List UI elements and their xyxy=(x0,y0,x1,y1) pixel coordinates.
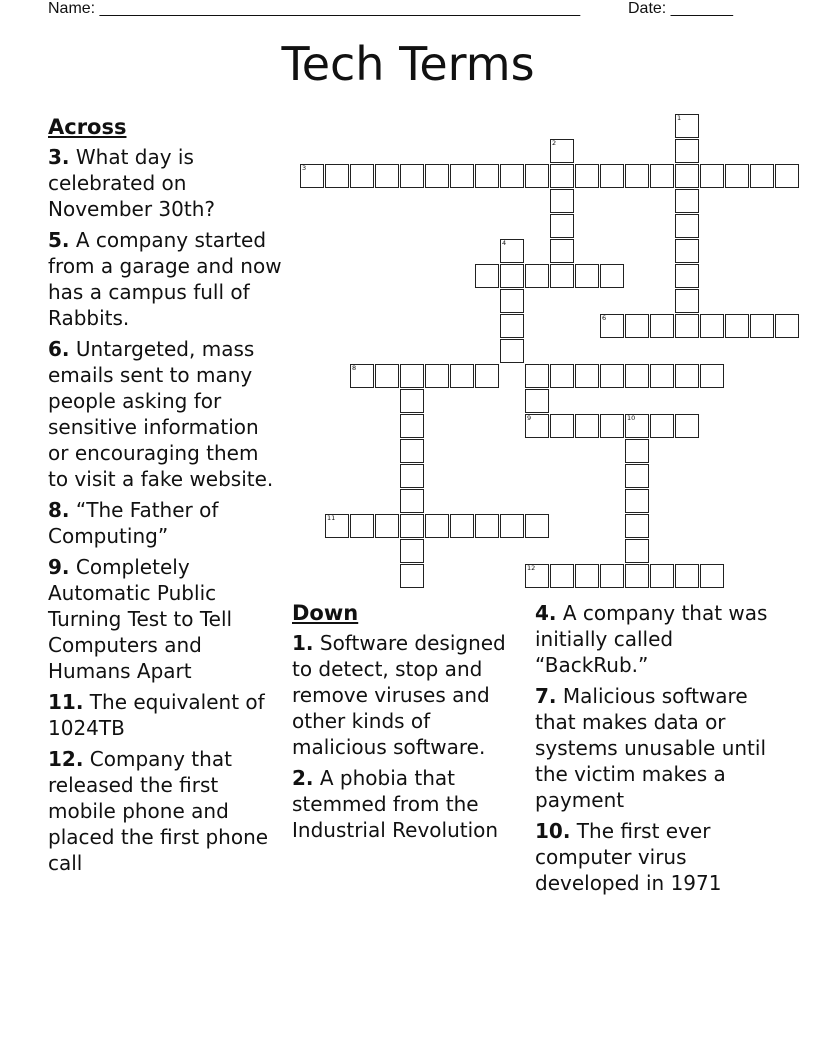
cell-number: 2 xyxy=(552,139,557,147)
grid-cell[interactable] xyxy=(625,489,649,513)
grid-cell[interactable] xyxy=(675,114,699,138)
cell-number: 8 xyxy=(352,364,357,372)
grid-cell[interactable] xyxy=(525,364,549,388)
cell-number: 1 xyxy=(677,114,682,122)
grid-cell[interactable] xyxy=(675,414,699,438)
grid-cell[interactable] xyxy=(500,339,524,363)
grid-cell[interactable] xyxy=(700,564,724,588)
cell-number: 11 xyxy=(327,514,336,522)
grid-cell[interactable] xyxy=(700,364,724,388)
grid-cell[interactable] xyxy=(675,239,699,263)
grid-cell[interactable] xyxy=(700,164,724,188)
grid-cell[interactable] xyxy=(575,164,599,188)
grid-cell[interactable] xyxy=(725,314,749,338)
grid-cell[interactable] xyxy=(625,439,649,463)
clue-number: 1. xyxy=(292,631,314,655)
grid-cell[interactable] xyxy=(375,164,399,188)
grid-cell[interactable] xyxy=(500,264,524,288)
clue-across-1 xyxy=(48,227,284,331)
across-heading: Across xyxy=(48,115,127,139)
down-heading: Down xyxy=(292,601,359,625)
grid-cell[interactable] xyxy=(625,464,649,488)
grid-cell[interactable] xyxy=(400,414,424,438)
grid-cell[interactable] xyxy=(475,514,499,538)
clue-across-0 xyxy=(48,144,284,222)
grid-cell[interactable] xyxy=(725,164,749,188)
clue-text: A company started from a garage and now has a campus full of Rabbits. xyxy=(48,228,282,330)
grid-cell[interactable] xyxy=(400,464,424,488)
clue-number: 2. xyxy=(292,766,314,790)
grid-cell[interactable] xyxy=(775,314,799,338)
grid-cell[interactable] xyxy=(575,364,599,388)
clue-number: 11. xyxy=(48,690,84,714)
clue-down-3 xyxy=(535,683,771,813)
clue-text: What day is celebrated on November 30th? xyxy=(48,145,215,221)
grid-cell[interactable] xyxy=(625,564,649,588)
clue-down-0 xyxy=(292,630,528,760)
grid-cell[interactable] xyxy=(600,564,624,588)
grid-cell[interactable] xyxy=(400,439,424,463)
grid-cell[interactable] xyxy=(600,164,624,188)
clue-across-4 xyxy=(48,554,284,684)
grid-cell[interactable] xyxy=(400,389,424,413)
grid-cell[interactable] xyxy=(500,239,524,263)
grid-cell[interactable] xyxy=(450,364,474,388)
grid-cell[interactable] xyxy=(600,364,624,388)
grid-cell[interactable] xyxy=(350,364,374,388)
grid-cell[interactable] xyxy=(575,264,599,288)
grid-cell[interactable] xyxy=(350,514,374,538)
grid-cell[interactable] xyxy=(600,414,624,438)
clue-across-3 xyxy=(48,497,284,549)
grid-cell[interactable] xyxy=(650,164,674,188)
clue-text: A phobia that stemmed from the Industrial Revolution xyxy=(292,766,499,842)
grid-cell[interactable] xyxy=(400,489,424,513)
grid-cell[interactable] xyxy=(650,364,674,388)
grid-cell[interactable] xyxy=(525,264,549,288)
grid-cell[interactable] xyxy=(600,314,624,338)
grid-cell[interactable] xyxy=(675,189,699,213)
grid-cell[interactable] xyxy=(675,314,699,338)
puzzle-title: Tech Terms xyxy=(281,37,535,91)
grid-cell[interactable] xyxy=(500,289,524,313)
clue-text: Software designed to detect, stop and remove viruses and other kinds of malicious software. xyxy=(292,631,506,759)
grid-cell[interactable] xyxy=(425,514,449,538)
clue-across-5 xyxy=(48,689,284,741)
clue-number: 5. xyxy=(48,228,70,252)
grid-cell[interactable] xyxy=(525,389,549,413)
clue-text: Malicious software that makes data or systems unusable until the victim makes a payment xyxy=(535,684,767,812)
grid-cell[interactable] xyxy=(325,514,349,538)
clue-text: The first ever computer virus developed in 1971 xyxy=(535,819,722,895)
grid-cell[interactable] xyxy=(600,264,624,288)
grid-cell[interactable] xyxy=(675,264,699,288)
grid-cell[interactable] xyxy=(750,314,774,338)
grid-cell[interactable] xyxy=(550,264,574,288)
grid-cell[interactable] xyxy=(375,364,399,388)
grid-cell[interactable] xyxy=(325,164,349,188)
grid-cell[interactable] xyxy=(775,164,799,188)
clue-down-4 xyxy=(535,818,771,896)
grid-cell[interactable] xyxy=(575,564,599,588)
grid-cell[interactable] xyxy=(675,289,699,313)
clue-number: 6. xyxy=(48,337,70,361)
grid-cell[interactable] xyxy=(400,364,424,388)
grid-cell[interactable] xyxy=(525,164,549,188)
grid-cell[interactable] xyxy=(525,414,549,438)
grid-cell[interactable] xyxy=(400,514,424,538)
cell-number: 9 xyxy=(527,414,532,422)
grid-cell[interactable] xyxy=(550,239,574,263)
grid-cell[interactable] xyxy=(625,414,649,438)
name-field-label[interactable]: Name: ______________________________________________________ xyxy=(48,0,581,17)
grid-cell[interactable] xyxy=(625,314,649,338)
clue-number: 12. xyxy=(48,747,84,771)
clue-number: 10. xyxy=(535,819,571,843)
grid-cell[interactable] xyxy=(475,264,499,288)
grid-cell[interactable] xyxy=(550,189,574,213)
grid-cell[interactable] xyxy=(650,564,674,588)
grid-cell[interactable] xyxy=(350,164,374,188)
grid-cell[interactable] xyxy=(650,414,674,438)
grid-cell[interactable] xyxy=(525,564,549,588)
grid-cell[interactable] xyxy=(525,514,549,538)
grid-cell[interactable] xyxy=(675,564,699,588)
cell-number: 10 xyxy=(627,414,636,422)
grid-cell[interactable] xyxy=(425,164,449,188)
clue-number: 8. xyxy=(48,498,70,522)
clue-down-2 xyxy=(535,600,771,678)
grid-cell[interactable] xyxy=(375,514,399,538)
grid-cell[interactable] xyxy=(625,364,649,388)
down-clues-continued xyxy=(535,600,771,901)
date-field-label[interactable]: Date: _______ xyxy=(628,0,733,17)
clue-across-2 xyxy=(48,336,284,492)
grid-cell[interactable] xyxy=(650,314,674,338)
grid-cell[interactable] xyxy=(625,539,649,563)
grid-cell[interactable] xyxy=(675,364,699,388)
cell-number: 6 xyxy=(602,314,607,322)
down-clues xyxy=(292,600,528,848)
clue-text: “The Father of Computing” xyxy=(48,498,219,548)
clue-across-6 xyxy=(48,746,284,876)
grid-cell[interactable] xyxy=(550,139,574,163)
clue-text: Completely Automatic Public Turning Test to Tell Computers and Humans Apart xyxy=(48,555,233,683)
grid-cell[interactable] xyxy=(550,564,574,588)
cell-number: 12 xyxy=(527,564,536,572)
grid-cell[interactable] xyxy=(675,164,699,188)
grid-cell[interactable] xyxy=(575,414,599,438)
grid-cell[interactable] xyxy=(500,514,524,538)
clue-down-1 xyxy=(292,765,528,843)
grid-cell[interactable] xyxy=(550,414,574,438)
grid-cell[interactable] xyxy=(475,164,499,188)
grid-cell[interactable] xyxy=(450,164,474,188)
grid-cell[interactable] xyxy=(675,139,699,163)
clue-text: Company that released the first mobile phone and placed the first phone call xyxy=(48,747,269,875)
clue-number: 7. xyxy=(535,684,557,708)
grid-cell[interactable] xyxy=(550,164,574,188)
grid-cell[interactable] xyxy=(550,214,574,238)
clue-text: A company that was initially called “BackRub.” xyxy=(535,601,768,677)
across-clues xyxy=(48,114,284,881)
grid-cell[interactable] xyxy=(300,164,324,188)
grid-cell[interactable] xyxy=(400,539,424,563)
grid-cell[interactable] xyxy=(500,314,524,338)
clue-number: 4. xyxy=(535,601,557,625)
grid-cell[interactable] xyxy=(475,364,499,388)
clue-number: 9. xyxy=(48,555,70,579)
grid-cell[interactable] xyxy=(675,214,699,238)
grid-cell[interactable] xyxy=(550,364,574,388)
grid-cell[interactable] xyxy=(625,514,649,538)
cell-number: 4 xyxy=(502,239,507,247)
grid-cell[interactable] xyxy=(400,564,424,588)
grid-cell[interactable] xyxy=(425,364,449,388)
grid-cell[interactable] xyxy=(450,514,474,538)
cell-number: 3 xyxy=(302,164,307,172)
clue-number: 3. xyxy=(48,145,70,169)
clue-text: Untargeted, mass emails sent to many people asking for sensitive information or encouraging them to visit a fake website. xyxy=(48,337,274,491)
grid-cell[interactable] xyxy=(700,314,724,338)
clue-text: The equivalent of 1024TB xyxy=(48,690,265,740)
grid-cell[interactable] xyxy=(400,164,424,188)
grid-cell[interactable] xyxy=(625,164,649,188)
grid-cell[interactable] xyxy=(750,164,774,188)
grid-cell[interactable] xyxy=(500,164,524,188)
